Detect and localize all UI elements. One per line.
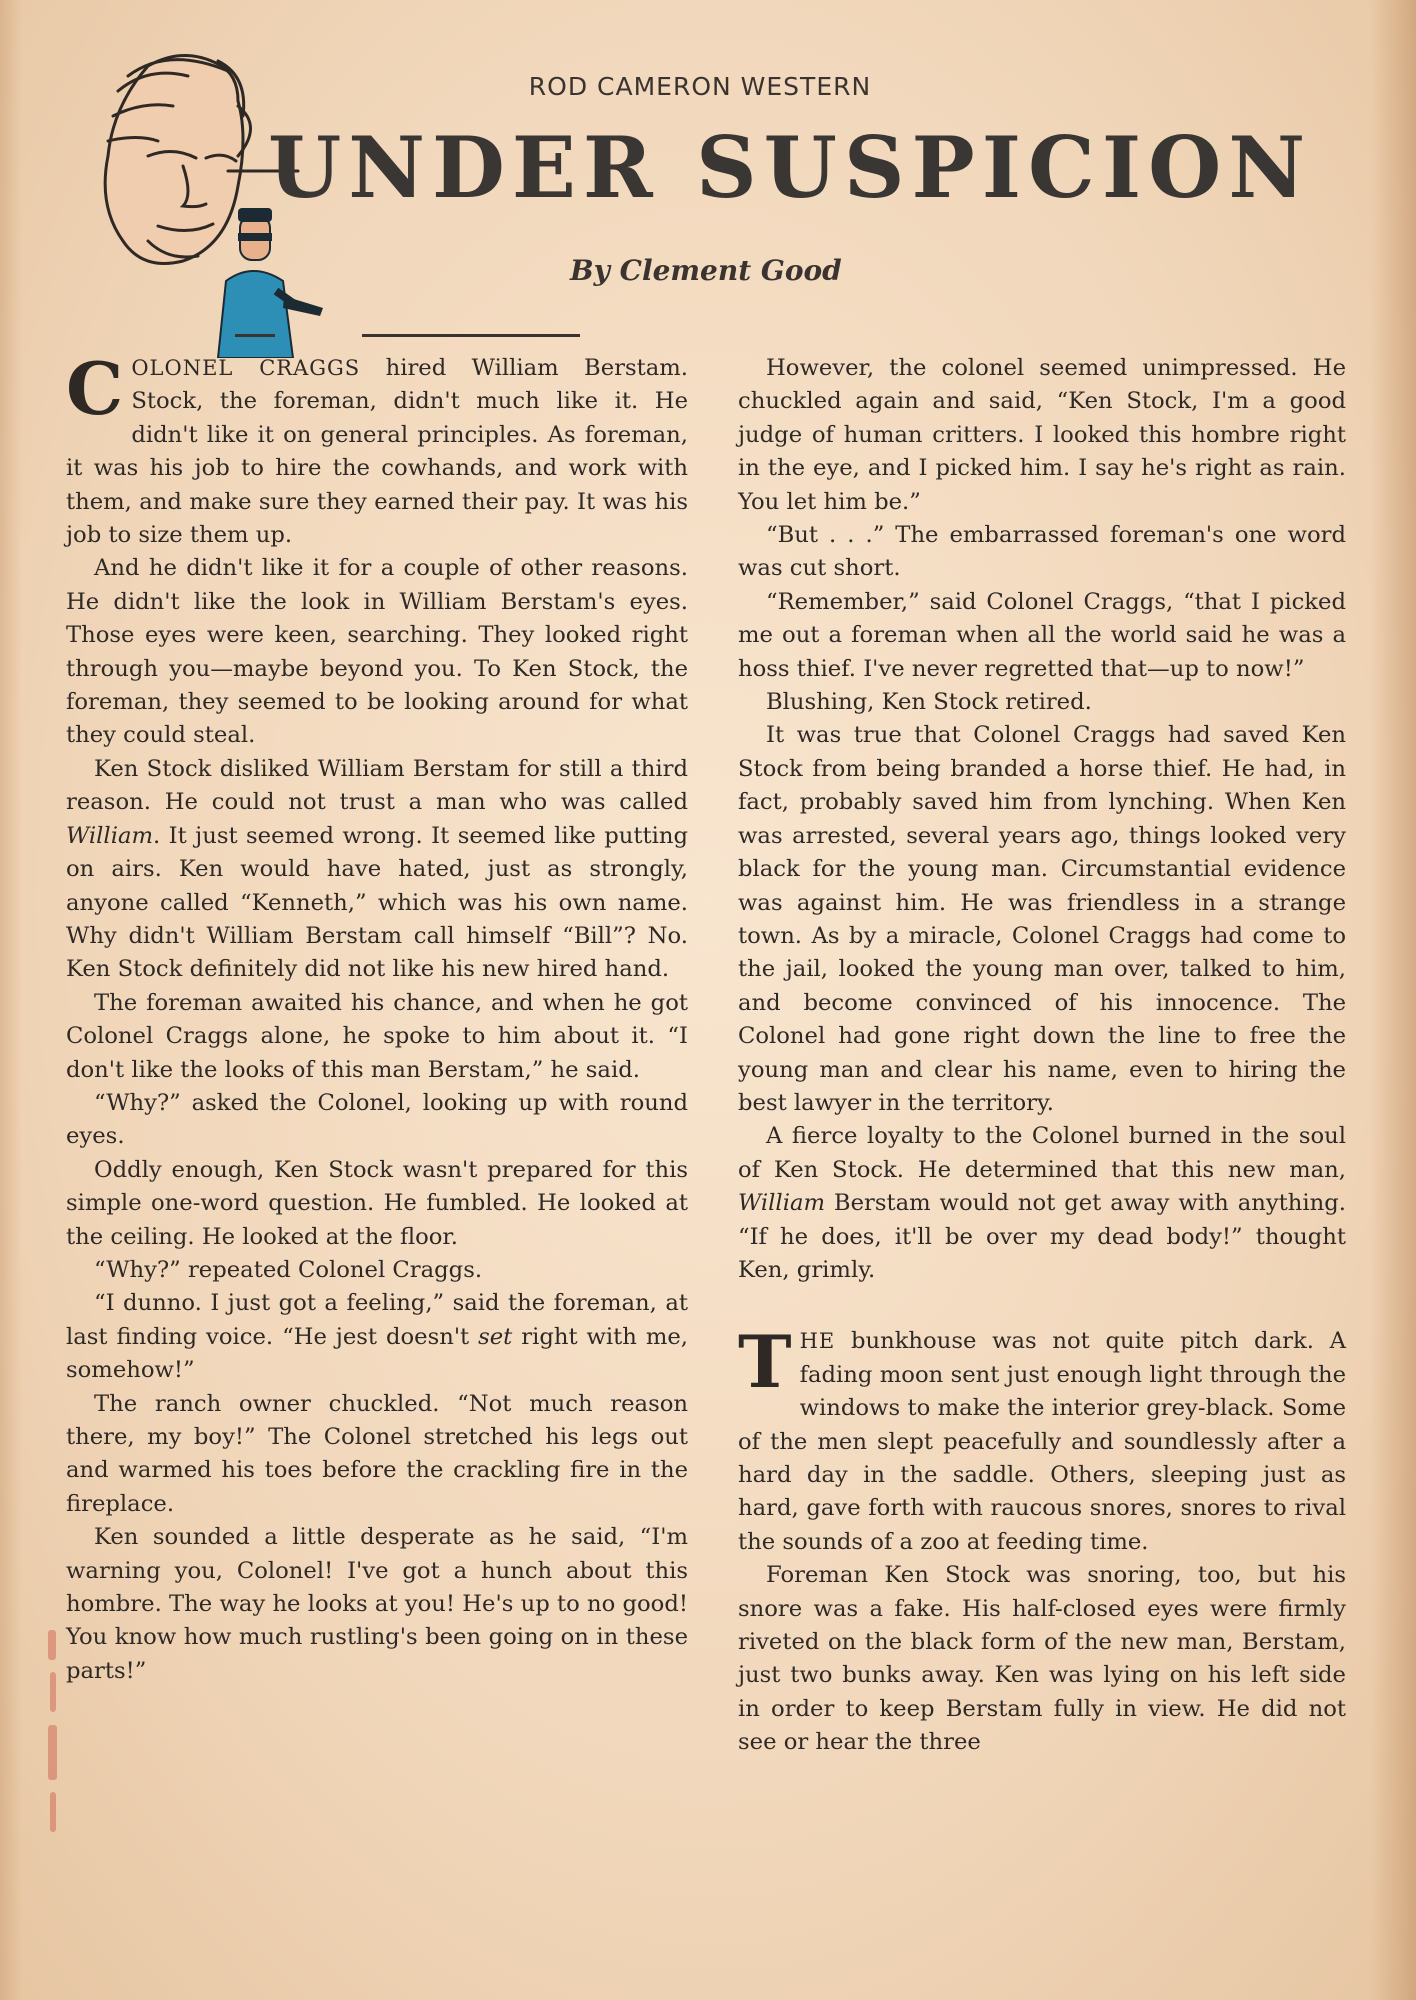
lead-in: HE: [799, 1329, 836, 1354]
paragraph: [738, 1319, 1346, 1559]
header-rule-long: [362, 334, 580, 337]
paragraph: Blushing, Ken Stock retired.: [766, 689, 1092, 716]
paragraph-text: . It just seemed wrong. It seemed like putting on airs. Ken would have hated, just as strongly, anyone called “Kenneth,” which was his own name. Why didn't William Berstam call himself “Bill”? No. Ken Stock definitely did not like his new hired hand.: [66, 822, 688, 983]
emphasis: William: [66, 822, 153, 849]
paragraph: It was true that Colonel Craggs had saved Ken Stock from being branded a horse thief. He had, in fact, probably saved him from lynching. When Ken was arrested, several years ago, things looked very black for the young man. Circumstantial evidence was against him. He was friendless in a strange town. As by a miracle, Colonel Craggs had come to the jail, looked the young man over, talked to him, and become convinced of his innocence. The Colonel had gone right down the line to free the young man and clear his name, even to hiring the best lawyer in the territory.: [738, 722, 1346, 1116]
paragraph: However, the colonel seemed unimpressed. He chuckled again and said, “Ken Stock, I'm a good judge of human critters. I looked this hombre right in the eye, and I picked him. I say he's right as rain. You let him be.”: [738, 355, 1346, 515]
margin-stamp-mark: [40, 1620, 68, 1850]
paragraph: Ken sounded a little desperate as he said, “I'm warning you, Colonel! I've got a hunch about this hombre. The way he looks at you! He's up to no good! You know how much rustling's been going on in these parts!”: [66, 1524, 688, 1684]
paragraph: And he didn't like it for a couple of other reasons. He didn't like the look in William Berstam's eyes. Those eyes were keen, searching. They looked right through you—maybe beyond you. To Ken Stock, the foreman, they seemed to be looking around for what they could steal.: [66, 555, 688, 749]
emphasis: William: [738, 1190, 825, 1217]
drop-cap: C: [66, 346, 124, 431]
paragraph-text: A fierce loyalty to the Colonel burned in the soul of Ken Stock. He determined that this new man,: [738, 1123, 1346, 1183]
paragraph-text: bunkhouse was not quite pitch dark. A fading moon sent just enough light through the windows to make the interior grey-black. Some of the men slept peacefully and soundlessly after a hard day in the saddle. Others, sleeping just as hard, gave forth with raucous snores, snores to rival the sounds of a zoo at feeding time.: [738, 1328, 1346, 1555]
header-rule-short: [235, 334, 275, 337]
paragraph-text: “I dunno. I just got a feeling,” said the foreman, at last finding voice. “He jest doesn't: [66, 1290, 688, 1350]
paragraph: [66, 753, 688, 987]
page-right-edge: [1370, 0, 1416, 2000]
story-title: UNDER SUSPICION: [268, 118, 1313, 217]
paragraph-text: hired William Berstam. Stock, the foreman, didn't much like it. He didn't like it on general principles. As foreman, it was his job to hire the cowhands, and work with them, and make sure they earned their pay. It was his job to size them up.: [66, 355, 688, 549]
paragraph-text: Ken Stock disliked William Berstam for still a third reason. He could not trust a man who was called: [66, 755, 688, 816]
story-byline: By Clement Good: [570, 254, 842, 287]
paragraph: “But . . .” The embarrassed foreman's one word was cut short.: [738, 522, 1346, 582]
right-column: [738, 352, 1346, 1760]
section-break: [738, 1287, 1346, 1325]
paragraph-text: right with me, somehow!”: [66, 1323, 688, 1384]
page-left-edge: [0, 0, 22, 2000]
paragraph: [66, 346, 688, 552]
paragraph: “Why?” repeated Colonel Craggs.: [94, 1256, 483, 1283]
emphasis: set: [478, 1323, 513, 1350]
lead-in: OLONEL CRAGGS: [131, 356, 361, 380]
paragraph: [738, 1120, 1346, 1287]
paragraph: “Remember,” said Colonel Craggs, “that I picked me out a foreman when all the world said he was a hoss thief. I've never regretted that—up to now!”: [738, 588, 1346, 682]
paragraph: The ranch owner chuckled. “Not much reason there, my boy!” The Colonel stretched his legs out and warmed his toes before the crackling fire in the fireplace.: [66, 1390, 688, 1517]
left-column: [66, 346, 688, 1688]
drop-cap: T: [738, 1319, 792, 1405]
series-label: ROD CAMERON WESTERN: [528, 72, 872, 101]
paragraph: Foreman Ken Stock was snoring, too, but his snore was a fake. His half-closed eyes were firmly riveted on the black form of the new man, Berstam, just two bunks away. Ken was lying on his left side in order to keep Berstam fully in view. He did not see or hear the three: [738, 1562, 1346, 1756]
paragraph: [66, 1287, 688, 1387]
paragraph: Oddly enough, Ken Stock wasn't prepared for this simple one-word question. He fumbled. He looked at the ceiling. He looked at the floor.: [66, 1156, 688, 1250]
paragraph: “Why?” asked the Colonel, looking up with round eyes.: [66, 1089, 688, 1150]
paragraph-text: Berstam would not get away with anything. “If he does, it'll be over my dead body!” thought Ken, grimly.: [738, 1190, 1346, 1283]
paragraph: The foreman awaited his chance, and when he got Colonel Craggs alone, he spoke to him about it. “I don't like the looks of this man Berstam,” he said.: [66, 989, 688, 1083]
